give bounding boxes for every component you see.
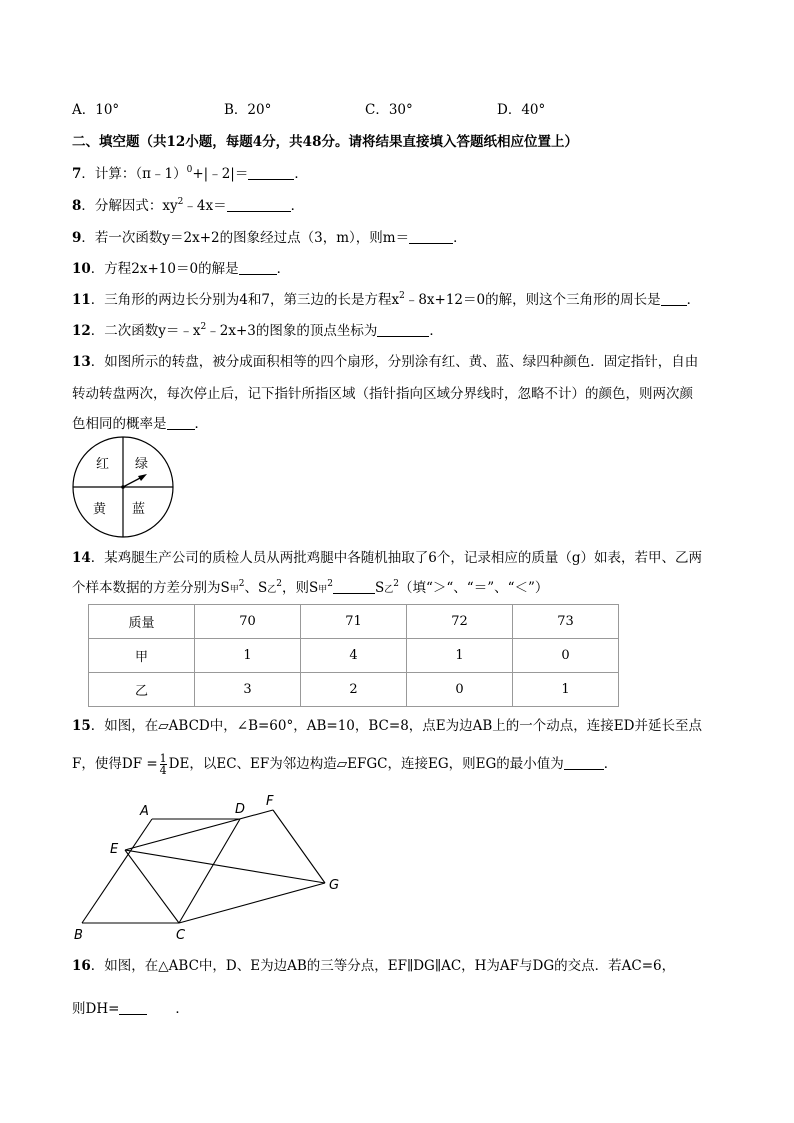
question-number: 11 <box>72 292 91 308</box>
table-row <box>89 639 619 673</box>
segment-EC <box>125 850 179 923</box>
answer-blank <box>409 229 453 244</box>
question-7: 7．计算：（π﹣1）$^0$+|﹣2|＝ ． <box>72 165 308 182</box>
table-cell: 3 <box>195 673 301 707</box>
option-d: D．40° <box>497 102 546 118</box>
segment-FG <box>273 810 325 883</box>
section-2-title: 二、填空题（共12小题，每题4分，共48分。请将结果直接填入答题纸相应位置上） <box>72 134 578 150</box>
table-cell: 72 <box>407 605 513 639</box>
answer-blank <box>119 1000 147 1015</box>
sector-red-label: 红 <box>96 457 110 472</box>
answer-blank <box>248 165 294 180</box>
segment-EG <box>125 850 325 883</box>
question-15-line-2: F，使得DF = $\frac{1}{4}$ DE，以EC、EF为邻边构造▱EFGC，连接EG，则EG的最小值为 ． <box>72 752 618 777</box>
question-15: 15．如图，在▱ABCD中，∠B=60°，AB=10，BC=8，点E为边AB上的一个动点，连接ED并延长至点 <box>72 718 702 734</box>
spinner-figure <box>68 432 180 544</box>
sector-blue-label: 蓝 <box>132 502 146 517</box>
label-E: E <box>110 842 119 857</box>
table-cell: 70 <box>195 605 301 639</box>
table-cell: 2 <box>301 673 407 707</box>
parallelogram-figure <box>70 790 350 950</box>
question-16-line-2: 则DH= ． <box>72 1001 189 1017</box>
answer-blank <box>564 755 604 770</box>
answer-blank <box>333 579 375 594</box>
label-B: B <box>74 928 83 943</box>
question-number: 9 <box>72 230 82 246</box>
table-cell: 1 <box>513 673 619 707</box>
segment-DC <box>179 819 240 923</box>
question-14: 14．某鸡腿生产公司的质检人员从两批鸡腿中各随机抽取了6个，记录相应的质量（g）如表，若甲、乙两 <box>72 550 703 566</box>
question-12: 12．二次函数$y=﹣x^2﹣2x+3$的图象的顶点坐标为 ． <box>72 322 443 339</box>
answer-blank <box>377 322 429 337</box>
table-cell: 甲 <box>89 639 195 673</box>
answer-blank <box>167 415 195 430</box>
question-number: 16 <box>72 958 91 974</box>
label-A: A <box>140 804 149 819</box>
table-cell: 71 <box>301 605 407 639</box>
question-number: 14 <box>72 550 91 566</box>
question-9: 9．若一次函数y＝2x+2的图象经过点（3，m），则m＝ ． <box>72 230 467 246</box>
table-cell: 4 <box>301 639 407 673</box>
fraction-one-quarter: $\frac{1}{4}$ <box>159 752 167 777</box>
pointer-arrowhead-icon <box>138 474 147 481</box>
question-13-line-3: 色相同的概率是 ． <box>72 416 208 432</box>
question-14-line-2: 个样本数据的方差分别为S甲$^2$、S乙$^2$，则S甲$^2$ S乙$^2$（填“＞“、“＝”、“＜”） <box>72 579 549 596</box>
segment-AB <box>82 819 152 923</box>
question-number: 10 <box>72 261 91 277</box>
answer-blank <box>239 260 277 275</box>
option-b: B．20° <box>224 102 272 118</box>
option-c: C．30° <box>365 102 413 118</box>
table-header-row <box>89 605 619 639</box>
segment-CG <box>179 883 325 923</box>
table-cell: 1 <box>407 639 513 673</box>
question-8: 8．分解因式：$xy^2﹣4x=$ ． <box>72 197 305 214</box>
table-cell: 73 <box>513 605 619 639</box>
sector-green-label: 绿 <box>135 457 149 472</box>
spinner-pivot <box>121 485 125 489</box>
sector-yellow-label: 黄 <box>93 502 107 517</box>
question-13-line-2: 转动转盘两次，每次停止后，记下指针所指区域（指针指向区域分界线时，忽略不计）的颜色，则两次颜 <box>72 386 693 402</box>
answer-blank <box>661 291 687 306</box>
table-cell: 1 <box>195 639 301 673</box>
answer-blank <box>227 197 291 212</box>
label-C: C <box>176 928 186 943</box>
table-cell: 乙 <box>89 673 195 707</box>
question-10: 10．方程2x+10＝0的解是 ． <box>72 261 291 277</box>
question-11: 11．三角形的两边长分别为4和7，第三边的长是方程$x^2﹣8x+12=0$的解，则这个三角形的周长是 ． <box>72 291 701 308</box>
table-cell: 质量 <box>89 605 195 639</box>
table-cell: 0 <box>407 673 513 707</box>
table-cell: 0 <box>513 639 619 673</box>
question-number: 13 <box>72 354 91 370</box>
question-number: 15 <box>72 718 91 734</box>
option-a: A．10° <box>72 102 120 118</box>
table-row <box>89 673 619 707</box>
label-F: F <box>266 794 274 809</box>
mass-table <box>88 604 619 707</box>
label-D: D <box>235 802 246 817</box>
question-13: 13．如图所示的转盘，被分成面积相等的四个扇形，分别涂有红、黄、蓝、绿四种颜色．固定指针，自由 <box>72 354 699 370</box>
question-number: 8 <box>72 198 82 214</box>
question-number: 12 <box>72 323 91 339</box>
question-16: 16．如图，在△ABC中，D、E为边AB的三等分点，EF∥DG∥AC，H为AF与DG的交点．若AC=6， <box>72 958 676 974</box>
question-number: 7 <box>72 166 82 182</box>
label-G: G <box>329 878 340 893</box>
